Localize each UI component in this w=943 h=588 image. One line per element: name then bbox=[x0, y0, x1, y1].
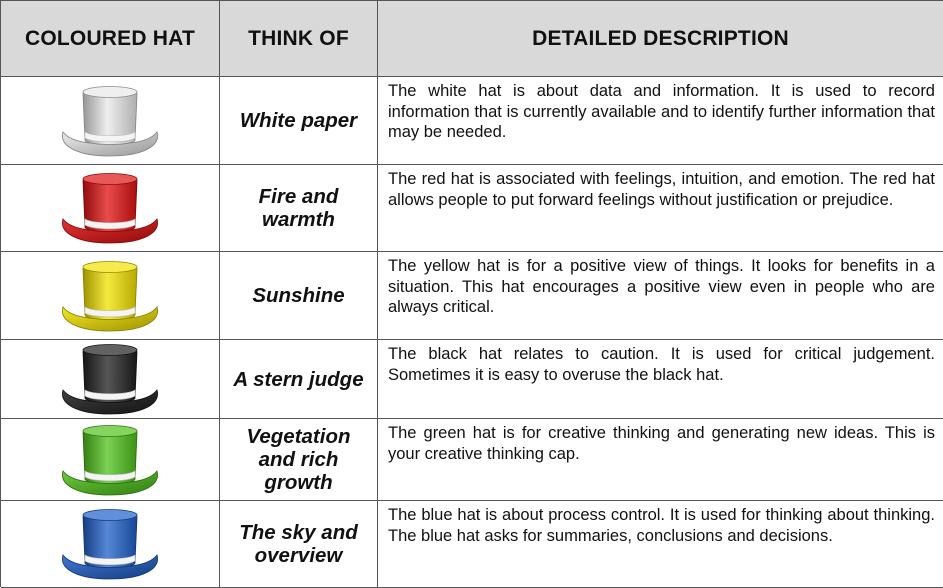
description-cell: The green hat is for creative thinking and generating new ideas. This is your creative thinking cap. bbox=[378, 419, 943, 501]
hat-top bbox=[83, 174, 137, 185]
hat-top bbox=[83, 261, 137, 272]
black-hat-icon bbox=[55, 340, 165, 419]
hat-top bbox=[83, 425, 137, 436]
hat-top bbox=[83, 345, 137, 356]
think-of-cell: Fire and warmth bbox=[220, 165, 378, 252]
white-hat-icon bbox=[55, 80, 165, 162]
header-detailed-description: DETAILED DESCRIPTION bbox=[378, 1, 943, 77]
header-coloured-hat: COLOURED HAT bbox=[1, 1, 220, 77]
description-cell: The blue hat is about process control. It is used for thinking about thinking. The blue hat asks for summaries, conclusions and decisions. bbox=[378, 501, 943, 588]
red-hat-icon bbox=[55, 167, 165, 249]
think-of-cell: A stern judge bbox=[220, 340, 378, 419]
description-cell: The black hat relates to caution. It is used for critical judgement. Sometimes it is easy to overuse the black hat. bbox=[378, 340, 943, 419]
blue-hat-icon bbox=[55, 503, 165, 585]
think-of-cell: Vegetation and rich growth bbox=[220, 419, 378, 501]
hat-top bbox=[83, 86, 137, 97]
hat-cell bbox=[1, 501, 220, 588]
hat-cell bbox=[1, 252, 220, 340]
description-cell: The white hat is about data and information. It is used to record information that is currently available and to identify further information that may be needed. bbox=[378, 77, 943, 165]
think-of-cell: The sky and overview bbox=[220, 501, 378, 588]
hat-cell bbox=[1, 165, 220, 252]
hat-cell bbox=[1, 77, 220, 165]
description-cell: The red hat is associated with feelings, intuition, and emotion. The red hat allows people to put forward feelings without justification or prejudice. bbox=[378, 165, 943, 252]
hat-top bbox=[83, 510, 137, 521]
green-hat-icon bbox=[55, 419, 165, 501]
think-of-cell: Sunshine bbox=[220, 252, 378, 340]
think-of-cell: White paper bbox=[220, 77, 378, 165]
hat-cell bbox=[1, 419, 220, 501]
yellow-hat-icon bbox=[55, 255, 165, 337]
hat-cell bbox=[1, 340, 220, 419]
header-think-of: THINK OF bbox=[220, 1, 378, 77]
description-cell: The yellow hat is for a positive view of things. It looks for benefits in a situation. This hat encourages a positive view even in people who are always critical. bbox=[378, 252, 943, 340]
